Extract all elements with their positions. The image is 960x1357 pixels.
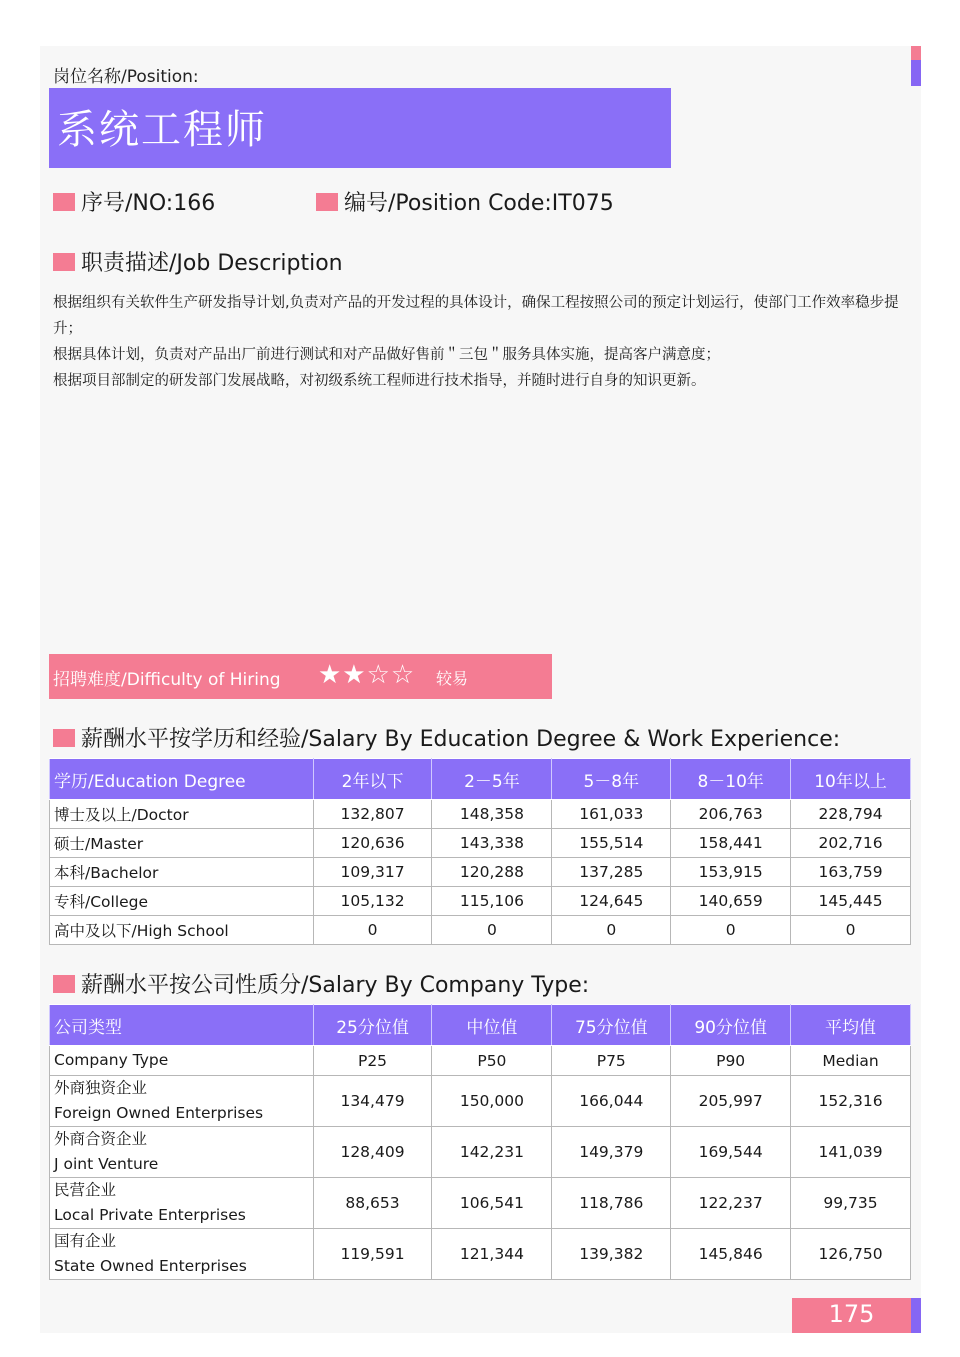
table-cell: 109,317 xyxy=(313,858,432,887)
salary-education-heading-text: 薪酬水平按学历和经验/Salary By Education Degree & Work Experience: xyxy=(81,727,841,752)
column-header: 75分位值 xyxy=(552,1005,671,1046)
table-cell: 166,044 xyxy=(552,1076,671,1127)
table-cell: 152,316 xyxy=(791,1076,911,1127)
salary-company-table xyxy=(49,1004,911,1280)
row-label xyxy=(50,1178,314,1229)
table-cell: 206,763 xyxy=(671,800,791,829)
table-cell: 99,735 xyxy=(791,1178,911,1229)
row-label xyxy=(50,1229,314,1280)
corner-accent-pink xyxy=(911,46,921,60)
corner-accent-purple xyxy=(911,60,921,86)
table-cell: 134,479 xyxy=(313,1076,432,1127)
table-cell: 106,541 xyxy=(432,1178,552,1229)
salary-education-heading xyxy=(53,722,840,753)
table-row xyxy=(50,887,911,916)
company-type-cn: 外商合资企业 xyxy=(54,1130,148,1148)
table-cell: 161,033 xyxy=(552,800,671,829)
subheader-cell: P90 xyxy=(671,1046,791,1076)
job-description-line: 根据具体计划，负责对产品出厂前进行测试和对产品做好售前＂三包＂服务具体实施，提高客户满意度； xyxy=(53,347,720,363)
table-cell: 149,379 xyxy=(552,1127,671,1178)
table-cell: 145,445 xyxy=(791,887,911,916)
table-cell: 155,514 xyxy=(552,829,671,858)
column-header: 5－8年 xyxy=(552,759,671,800)
table-row xyxy=(50,1229,911,1280)
column-header: 10年以上 xyxy=(791,759,911,800)
subheader-cell: P25 xyxy=(313,1046,432,1076)
table-cell: 121,344 xyxy=(432,1229,552,1280)
bullet-square-icon xyxy=(316,193,338,211)
table-cell: 139,382 xyxy=(552,1229,671,1280)
table-cell: 169,544 xyxy=(671,1127,791,1178)
table-cell: 140,659 xyxy=(671,887,791,916)
table-cell: 145,846 xyxy=(671,1229,791,1280)
column-header: 公司类型 xyxy=(50,1005,314,1046)
table-cell: 228,794 xyxy=(791,800,911,829)
bullet-square-icon xyxy=(53,193,75,211)
table-cell: 0 xyxy=(791,916,911,945)
company-type-cn: 外商独资企业 xyxy=(54,1079,148,1097)
bullet-square-icon xyxy=(53,975,75,993)
table-cell: 153,915 xyxy=(671,858,791,887)
page-number-accent xyxy=(911,1298,921,1333)
table-cell: 158,441 xyxy=(671,829,791,858)
table-row xyxy=(50,1178,911,1229)
table-cell: 148,358 xyxy=(432,800,552,829)
table-cell: 142,231 xyxy=(432,1127,552,1178)
row-label: 专科/College xyxy=(50,887,314,916)
position-label: 岗位名称/Position: xyxy=(53,67,199,87)
table-cell: 0 xyxy=(552,916,671,945)
company-type-cn: 民营企业 xyxy=(54,1181,117,1199)
column-header: 中位值 xyxy=(432,1005,552,1046)
table-row xyxy=(50,1076,911,1127)
serial-number xyxy=(53,186,215,217)
table-cell: 163,759 xyxy=(791,858,911,887)
table-cell: 205,997 xyxy=(671,1076,791,1127)
table-cell: 120,288 xyxy=(432,858,552,887)
row-label: 博士及以上/Doctor xyxy=(50,800,314,829)
column-header: 2－5年 xyxy=(432,759,552,800)
table-row xyxy=(50,916,911,945)
table-cell: 128,409 xyxy=(313,1127,432,1178)
job-description xyxy=(53,290,913,394)
company-type-en: J oint Venture xyxy=(54,1155,159,1173)
table-cell: 150,000 xyxy=(432,1076,552,1127)
difficulty-text: 较易 xyxy=(436,669,469,688)
company-type-en: Local Private Enterprises xyxy=(54,1206,246,1224)
row-label: 本科/Bachelor xyxy=(50,858,314,887)
table-cell: 0 xyxy=(432,916,552,945)
table-header-row xyxy=(50,759,911,800)
table-cell: 0 xyxy=(313,916,432,945)
table-cell: 105,132 xyxy=(313,887,432,916)
bullet-square-icon xyxy=(53,253,75,271)
table-cell: 137,285 xyxy=(552,858,671,887)
position-code-text: 编号/Position Code:IT075 xyxy=(344,191,614,216)
table-cell: 126,750 xyxy=(791,1229,911,1280)
subheader-cell: P75 xyxy=(552,1046,671,1076)
job-description-line: 根据项目部制定的研发部门发展战略，对初级系统工程师进行技术指导，并随时进行自身的知识更新。 xyxy=(53,373,706,389)
salary-company-heading-text: 薪酬水平按公司性质分/Salary By Company Type: xyxy=(81,973,590,998)
table-cell: 118,786 xyxy=(552,1178,671,1229)
company-type-en: Foreign Owned Enterprises xyxy=(54,1104,264,1122)
job-description-line: 根据组织有关软件生产研发指导计划,负责对产品的开发过程的具体设计，确保工程按照公司的预定计划运行，使部门工作效率稳步提升； xyxy=(53,295,899,337)
bullet-square-icon xyxy=(53,729,75,747)
table-row xyxy=(50,800,911,829)
table-row xyxy=(50,858,911,887)
column-header: 学历/Education Degree xyxy=(50,759,314,800)
table-cell: 119,591 xyxy=(313,1229,432,1280)
table-cell: 202,716 xyxy=(791,829,911,858)
position-title: 系统工程师 xyxy=(57,107,267,153)
column-header: 90分位值 xyxy=(671,1005,791,1046)
row-label xyxy=(50,1127,314,1178)
table-subheader-row xyxy=(50,1046,911,1076)
table-header-row xyxy=(50,1005,911,1046)
table-cell: 0 xyxy=(671,916,791,945)
subheader-cell: Median xyxy=(791,1046,911,1076)
table-cell: 143,338 xyxy=(432,829,552,858)
difficulty-label: 招聘难度/Difficulty of Hiring xyxy=(53,670,281,690)
column-header: 2年以下 xyxy=(313,759,432,800)
column-header: 25分位值 xyxy=(313,1005,432,1046)
table-cell: 88,653 xyxy=(313,1178,432,1229)
company-type-en: State Owned Enterprises xyxy=(54,1257,247,1275)
job-description-heading xyxy=(53,246,343,277)
position-code xyxy=(316,186,614,217)
table-row xyxy=(50,829,911,858)
row-label: 高中及以下/High School xyxy=(50,916,314,945)
difficulty-star-rating: ★★☆☆ xyxy=(318,660,416,690)
job-description-heading-text: 职责描述/Job Description xyxy=(81,251,343,276)
table-cell: 122,237 xyxy=(671,1178,791,1229)
column-header: 平均值 xyxy=(791,1005,911,1046)
table-cell: 124,645 xyxy=(552,887,671,916)
table-cell: 132,807 xyxy=(313,800,432,829)
table-row xyxy=(50,1127,911,1178)
company-type-cn: 国有企业 xyxy=(54,1232,117,1250)
row-label: 硕士/Master xyxy=(50,829,314,858)
row-label xyxy=(50,1076,314,1127)
subheader-cell: Company Type xyxy=(50,1046,314,1076)
salary-company-heading xyxy=(53,968,589,999)
serial-text: 序号/NO:166 xyxy=(81,191,216,216)
table-cell: 115,106 xyxy=(432,887,552,916)
subheader-cell: P50 xyxy=(432,1046,552,1076)
table-cell: 141,039 xyxy=(791,1127,911,1178)
table-cell: 120,636 xyxy=(313,829,432,858)
page-number: 175 xyxy=(828,1300,875,1328)
salary-education-table xyxy=(49,758,911,945)
column-header: 8－10年 xyxy=(671,759,791,800)
